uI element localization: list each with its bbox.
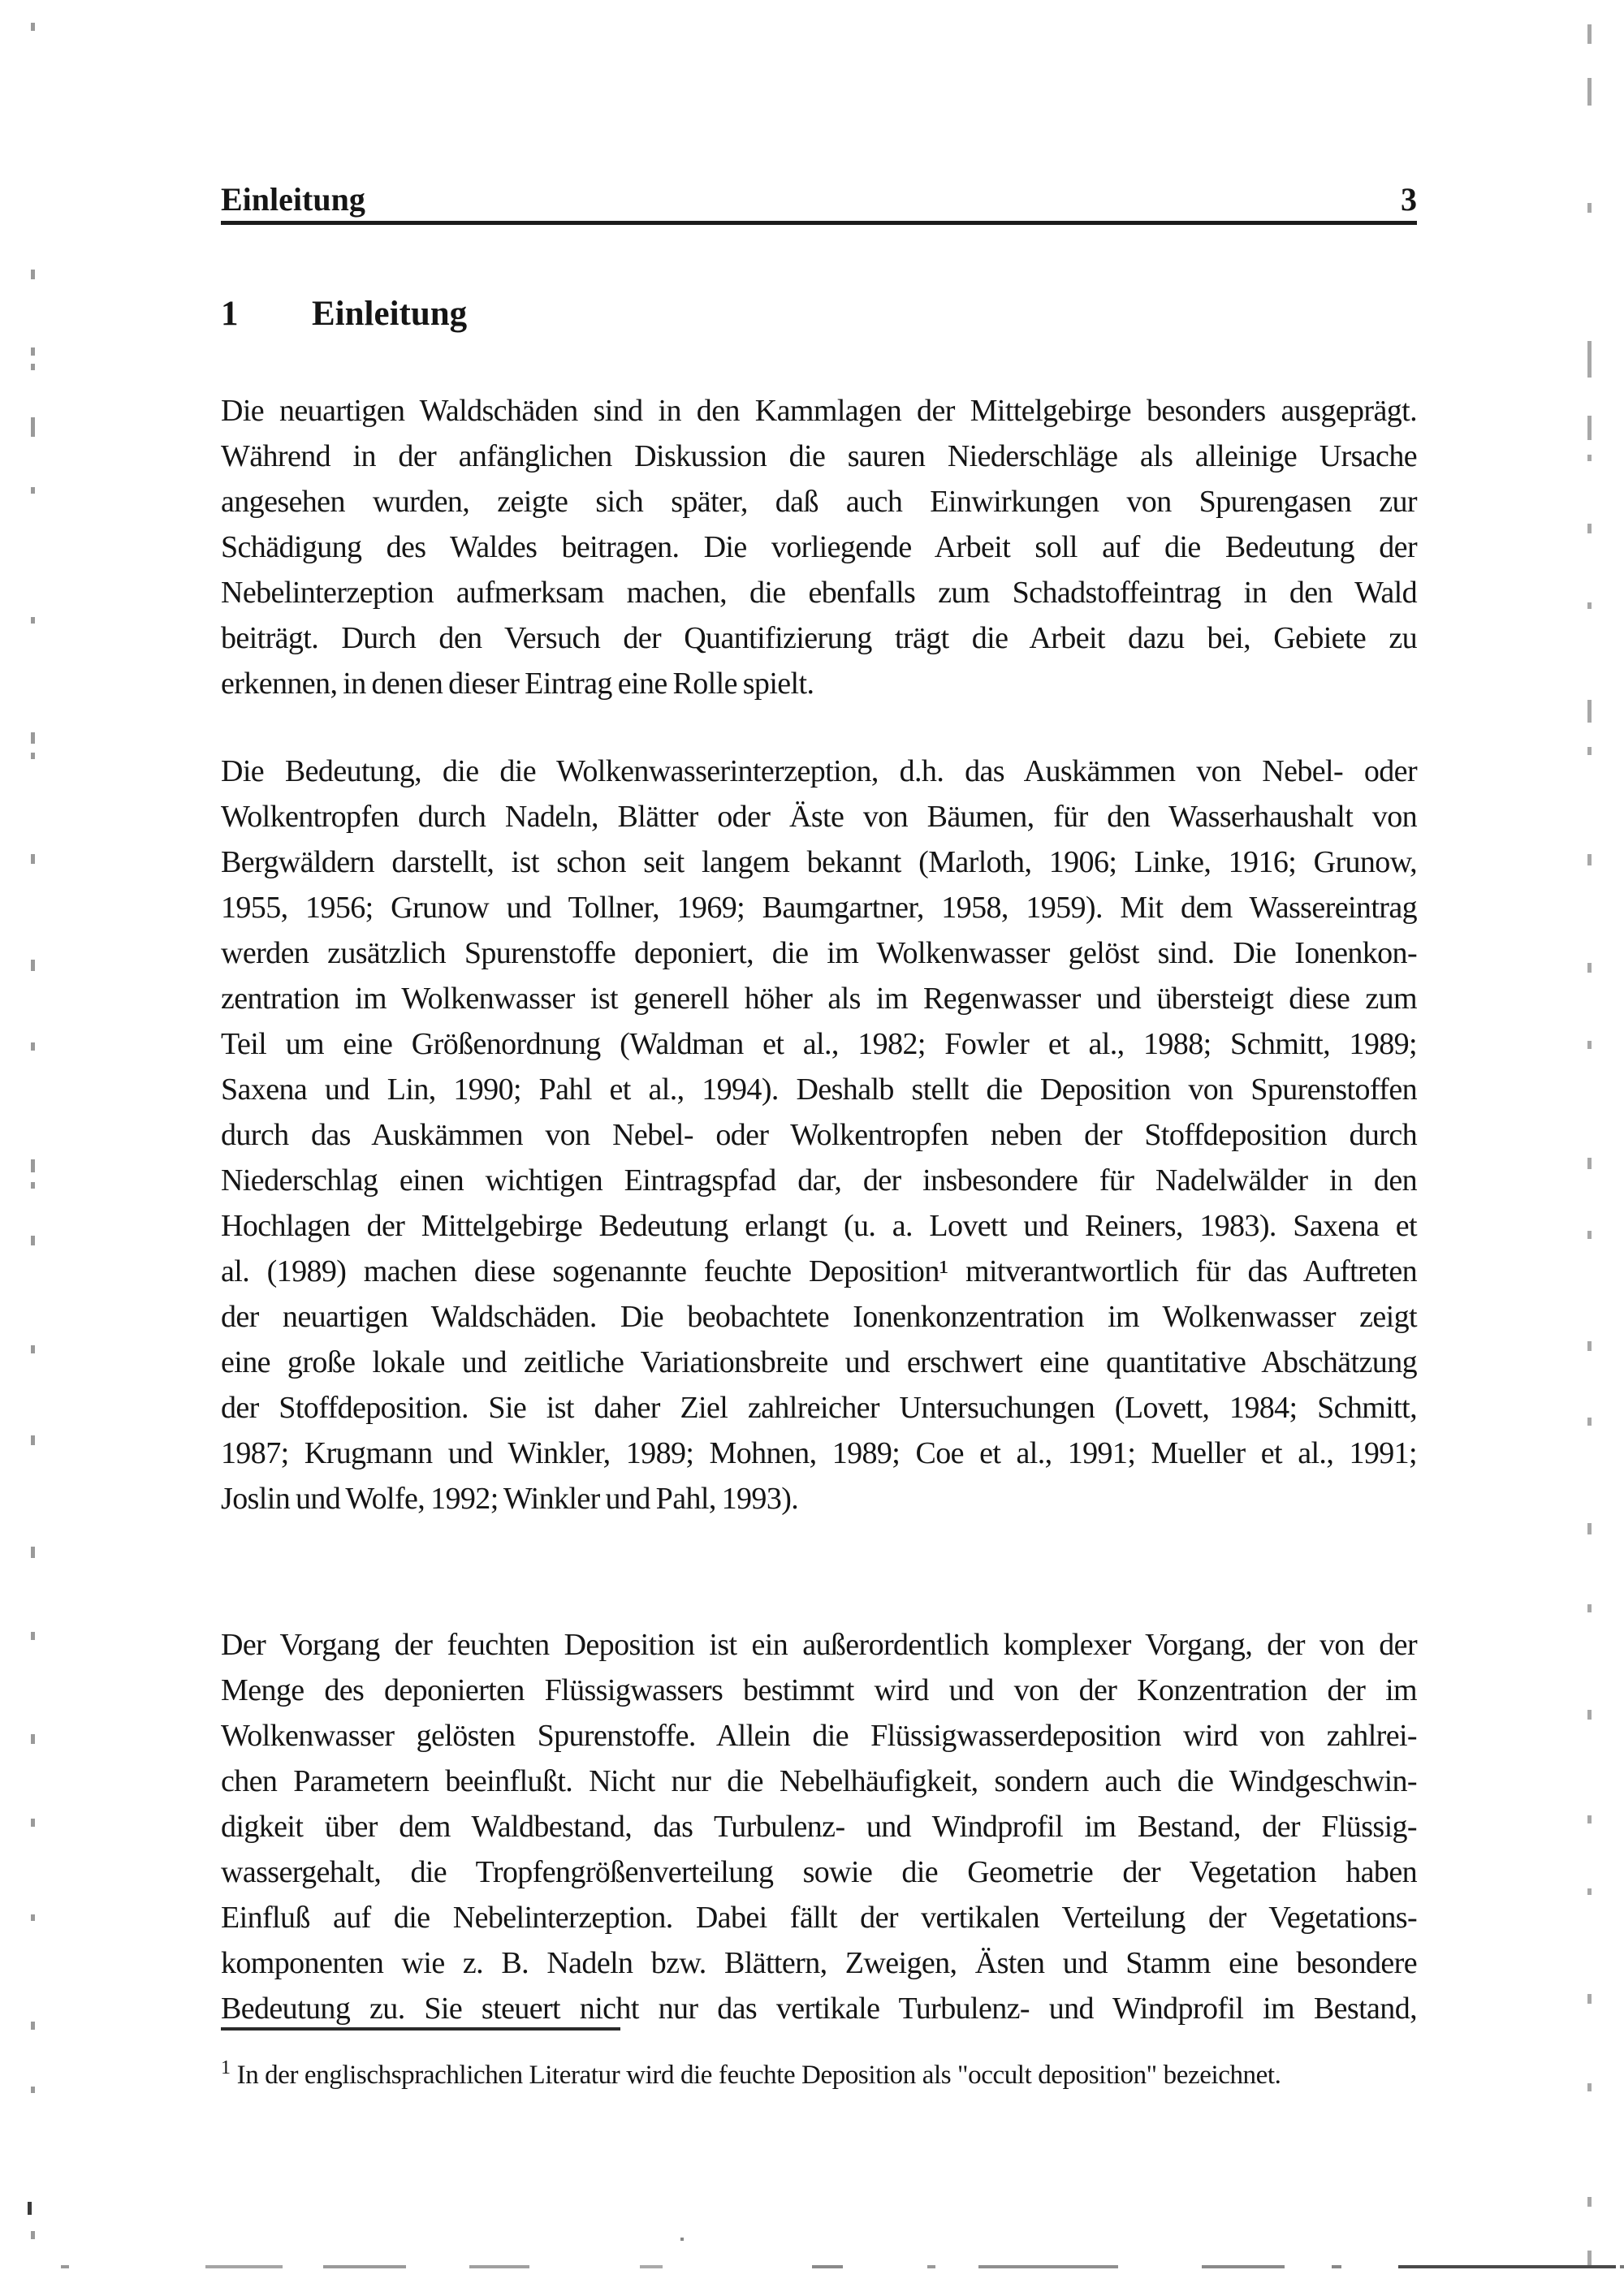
scan-artifact [812, 2265, 843, 2268]
scan-artifact [978, 2265, 1118, 2268]
text-line: wassergehalt, die Tropfengrößenverteilung sowie die Geometrie der Vegetation haben [221, 1855, 1417, 1889]
scan-artifact [1587, 1158, 1592, 1169]
scan-artifact [1587, 203, 1592, 213]
scan-artifact [31, 1734, 35, 1744]
text-line: Während in der anfänglichen Diskussion die sauren Niederschläge als alleinige Ursache [221, 439, 1417, 473]
text-line: chen Parametern beeinflußt. Nicht nur die Nebelhäufigkeit, sondern auch die Windgeschwin- [221, 1764, 1417, 1798]
text-line: Joslin und Wolfe, 1992; Winkler und Pahl, 1993). [221, 1482, 799, 1516]
scan-artifact [1587, 1418, 1592, 1426]
text-line: Wolkentropfen durch Nadeln, Blätter oder Äste von Bäumen, für den Wasserhaushalt von [221, 800, 1417, 834]
scan-artifact [205, 2265, 283, 2268]
scan-artifact [1587, 524, 1592, 533]
scan-artifact [1587, 24, 1592, 44]
text-line: komponenten wie z. B. Nadeln bzw. Blättern, Zweigen, Ästen und Stamm eine besondere [221, 1946, 1417, 1980]
text-line: werden zusätzlich Spurenstoffe deponiert, die im Wolkenwasser gelöst sind. Die Ionenkon- [221, 936, 1417, 970]
scan-artifact [1587, 1231, 1592, 1239]
footnote-rule [221, 2027, 620, 2031]
scan-artifact [1587, 2251, 1592, 2267]
header-rule [221, 221, 1417, 225]
text-line: Einfluß auf die Nebelinterzeption. Dabei fällt der vertikalen Verteilung der Vegetations- [221, 1901, 1417, 1935]
text-line: eine große lokale und zeitliche Variationsbreite und erschwert eine quantitative Abschätzung [221, 1345, 1417, 1379]
scan-artifact [31, 1914, 35, 1921]
scan-artifact [31, 1547, 35, 1558]
text-line: Menge des deponierten Flüssigwassers bestimmt wird und von der Konzentration der im [221, 1673, 1417, 1707]
text-line: digkeit über dem Waldbestand, das Turbulenz- und Windprofil im Bestand, der Flüssig- [221, 1810, 1417, 1844]
scan-artifact [1587, 2083, 1592, 2091]
scan-artifact [469, 2265, 529, 2268]
scan-artifact [1587, 1604, 1592, 1612]
text-line: Niederschlag einen wichtigen Eintragspfad dar, der insbesondere für Nadelwälder in den [221, 1163, 1417, 1198]
scan-artifact [31, 364, 35, 370]
text-line: Bedeutung zu. Sie steuert nicht nur das vertikale Turbulenz- und Windprofil im Bestand, [221, 1992, 1417, 2026]
section-heading [221, 294, 467, 334]
text-line: Wolkenwasser gelösten Spurenstoffe. Allein die Flüssigwasserdeposition wird von zahlrei- [221, 1719, 1417, 1753]
scan-artifact [1587, 1888, 1592, 1895]
scan-artifact [1587, 602, 1592, 609]
text-line: Die neuartigen Waldschäden sind in den Kammlagen der Mittelgebirge besonders ausgeprägt. [221, 394, 1417, 428]
text-line: durch das Auskämmen von Nebel- oder Wolkentropfen neben der Stoffdeposition durch [221, 1118, 1417, 1152]
scan-artifact [31, 23, 35, 31]
section-number: 1 [221, 295, 239, 333]
scan-artifact [1587, 416, 1592, 440]
scan-artifact [31, 753, 35, 759]
scan-artifact [1587, 1994, 1592, 2004]
text-line: Bergwäldern darstellt, ist schon seit langem bekannt (Marloth, 1906; Linke, 1916; Grunow, [221, 845, 1417, 879]
scan-artifact [1332, 2265, 1341, 2268]
paragraph [221, 749, 1417, 1521]
text-line: Der Vorgang der feuchten Deposition ist ein außerordentlich komplexer Vorgang, der von der [221, 1628, 1417, 1662]
paragraph [221, 388, 1417, 706]
footnote-marker: 1 [221, 2057, 231, 2078]
scan-artifact [1587, 1523, 1592, 1534]
scan-artifact [31, 1042, 35, 1051]
text-line: Die Bedeutung, die die Wolkenwasserinterzeption, d.h. das Auskämmen von Nebel- oder [221, 754, 1417, 788]
scan-artifact [31, 1159, 35, 1172]
scan-artifact [1587, 369, 1592, 378]
text-line: Nebelinterzeption aufmerksam machen, die ebenfalls zum Schadstoffeintrag in den Wald [221, 576, 1417, 610]
footnote [221, 2057, 1358, 2093]
scan-artifact [1587, 854, 1592, 865]
scan-artifact [31, 417, 35, 437]
text-line: erkennen, in denen dieser Eintrag eine Rolle spielt. [221, 667, 814, 701]
scan-artifact [31, 1435, 35, 1445]
scan-artifact [1587, 1041, 1592, 1049]
scan-artifact [1587, 455, 1592, 461]
text-line: Schädigung des Waldes beitragen. Die vorliegende Arbeit soll auf die Bedeutung der [221, 530, 1417, 564]
text-line: Saxena und Lin, 1990; Pahl et al., 1994). Deshalb stellt die Deposition von Spurenstoffen [221, 1072, 1417, 1107]
text-line: al. (1989) machen diese sogenannte feuchte Deposition¹ mitverantwortlich für das Auftreten [221, 1254, 1417, 1288]
scan-artifact [31, 617, 35, 624]
text-line: beiträgt. Durch den Versuch der Quantifizierung trägt die Arbeit dazu bei, Gebiete zu [221, 621, 1417, 655]
scan-artifact [927, 2265, 935, 2268]
paragraph [221, 1622, 1417, 2031]
scan-artifact [31, 2231, 35, 2239]
page-number: 3 [1401, 181, 1417, 218]
scan-artifact [1587, 1710, 1592, 1720]
text-line: Teil um eine Größenordnung (Waldman et al., 1982; Fowler et al., 1988; Schmitt, 1989; [221, 1027, 1417, 1061]
scan-artifact [1587, 1815, 1592, 1823]
scan-artifact [31, 1632, 35, 1640]
scan-artifact [31, 1236, 35, 1245]
text-line: zentration im Wolkenwasser ist generell höher als im Regenwasser und übersteigt diese zum [221, 982, 1417, 1016]
scan-artifact [1587, 2197, 1592, 2207]
text-line: Hochlagen der Mittelgebirge Bedeutung erlangt (u. a. Lovett und Reiners, 1983). Saxena et [221, 1209, 1417, 1243]
scan-artifact [1587, 700, 1592, 723]
scan-artifact [31, 2022, 35, 2030]
scan-artifact [1587, 78, 1592, 106]
scan-artifact [61, 2265, 69, 2268]
scan-artifact [1398, 2265, 1616, 2268]
scan-artifact [31, 1182, 35, 1189]
scan-artifact [31, 347, 35, 356]
footnote-text: In der englischsprachlichen Literatur wird die feuchte Deposition als "occult deposition" bezeichnet. [236, 2061, 1281, 2090]
scan-artifact [31, 960, 35, 971]
scan-artifact [1587, 747, 1592, 755]
text-line: der Stoffdeposition. Sie ist daher Ziel zahlreicher Untersuchungen (Lovett, 1984; Schmitt, [221, 1391, 1417, 1425]
text-line: 1955, 1956; Grunow und Tollner, 1969; Baumgartner, 1958, 1959). Mit dem Wassereintrag [221, 891, 1417, 925]
scan-artifact [1587, 341, 1592, 370]
scan-artifact [680, 2238, 684, 2241]
text-line: der neuartigen Waldschäden. Die beobachtete Ionenkonzentration im Wolkenwasser zeigt [221, 1300, 1417, 1334]
scan-artifact [31, 2087, 35, 2093]
scan-artifact [31, 487, 35, 494]
scan-artifact [31, 854, 35, 864]
scan-artifact [28, 2202, 32, 2215]
running-header-title: Einleitung [221, 181, 365, 218]
scan-artifact [31, 270, 35, 279]
scan-artifact [1587, 963, 1592, 973]
scan-artifact [640, 2265, 663, 2268]
text-line: angesehen wurden, zeigte sich später, daß auch Einwirkungen von Spurengasen zur [221, 485, 1417, 519]
scan-artifact [323, 2265, 406, 2268]
scan-artifact [1587, 1341, 1592, 1351]
scan-artifact [31, 1345, 35, 1353]
section-title: Einleitung [312, 295, 468, 333]
scan-artifact [31, 732, 35, 744]
text-line: 1987; Krugmann und Winkler, 1989; Mohnen, 1989; Coe et al., 1991; Mueller et al., 1991; [221, 1436, 1417, 1470]
scan-artifact [31, 1819, 35, 1827]
scan-artifact [1620, 2265, 1624, 2268]
running-header [221, 182, 1417, 218]
scan-artifact [1202, 2265, 1285, 2268]
